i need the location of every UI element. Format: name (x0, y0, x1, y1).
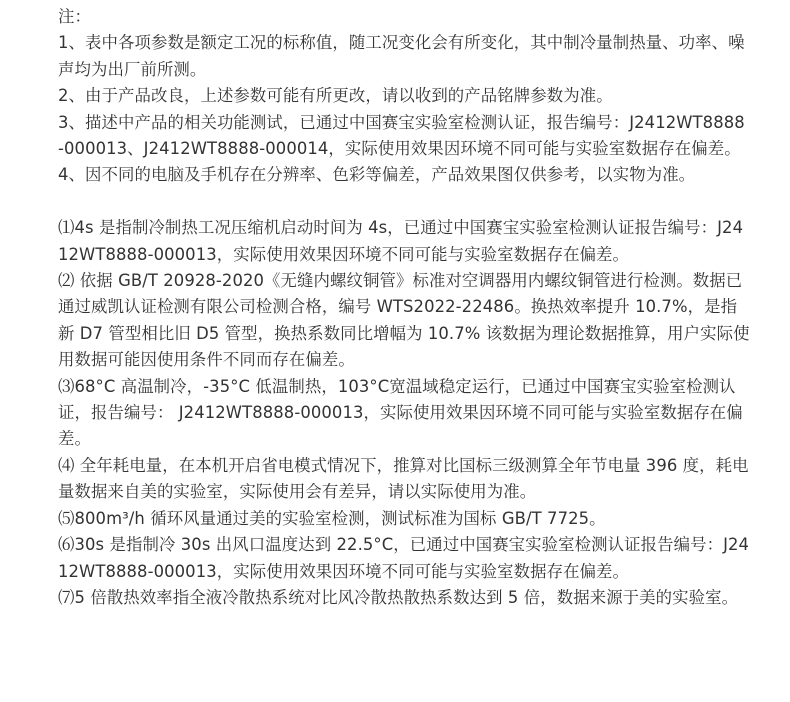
note-item-4: 4、因不同的电脑及手机存在分辨率、色彩等偏差，产品效果图仅供参考，以实物为准。 (58, 165, 696, 185)
note-item-1: 1、表中各项参数是额定工况的标称值，随工况变化会有所变化，其中制冷量制热量、功率、噪声均为出厂前所测。 (58, 33, 745, 79)
footnote-2: ⑵ 依据 GB/T 20928-2020《无缝内螺纹铜管》标准对空调器用内螺纹铜管进行检测。数据已通过威凯认证检测有限公司检测合格，编号 WTS2022-22486。换热效率提升 10.7%，是指新 D7 管型相比旧 D5 管型，换热系数同比增幅为 10.7% 该数据为理论数据推算，用户实际使用数据可能因使用条件不同而存在偏差。 (58, 271, 750, 370)
footnote-1: ⑴4s 是指制冷制热工况压缩机启动时间为 4s，已通过中国赛宝实验室检测认证报告编号：J2412WT8888-000013，实际使用效果因环境不同可能与实验室数据存在偏差。 (58, 218, 744, 264)
note-item-3: 3、描述中产品的相关功能测试，已通过中国赛宝实验室检测认证，报告编号：J2412WT8888-000013、J2412WT8888-000014，实际使用效果因环境不同可能与实验室数据存在偏差。 (58, 112, 745, 159)
footnote-3: ⑶68°C 高温制冷，-35°C 低温制热，103°C宽温域稳定运行，已通过中国赛宝实验室检测认证，报告编号： J2412WT8888-000013，实际使用效果因环境不同可能与实验室数据存在偏差。 (58, 376, 743, 449)
section-spacer (58, 189, 750, 215)
footnote-4: ⑷ 全年耗电量，在本机开启省电模式情况下，推算对比国标三级测算全年节电量 396 度，耗电量数据来自美的实验室，实际使用会有差异，请以实际使用为准。 (58, 455, 749, 502)
footnote-7: ⑺5 倍散热效率指全液冷散热系统对比风冷散热散热系数达到 5 倍，数据来源于美的实验室。 (58, 587, 739, 607)
notes-title: 注： (58, 7, 91, 26)
footnote-5: ⑸800m³/h 循环风量通过美的实验室检测，测试标准为国标 GB/T 7725。 (58, 508, 606, 528)
footnote-6: ⑹30s 是指制冷 30s 出风口温度达到 22.5°C，已通过中国赛宝实验室检测认证报告编号：J2412WT8888-000013，实际使用效果因环境不同可能与实验室数据存在偏差。 (58, 535, 750, 581)
note-item-2: 2、由于产品改良，上述参数可能有所更改，请以收到的产品铭牌参数为准。 (58, 86, 613, 106)
